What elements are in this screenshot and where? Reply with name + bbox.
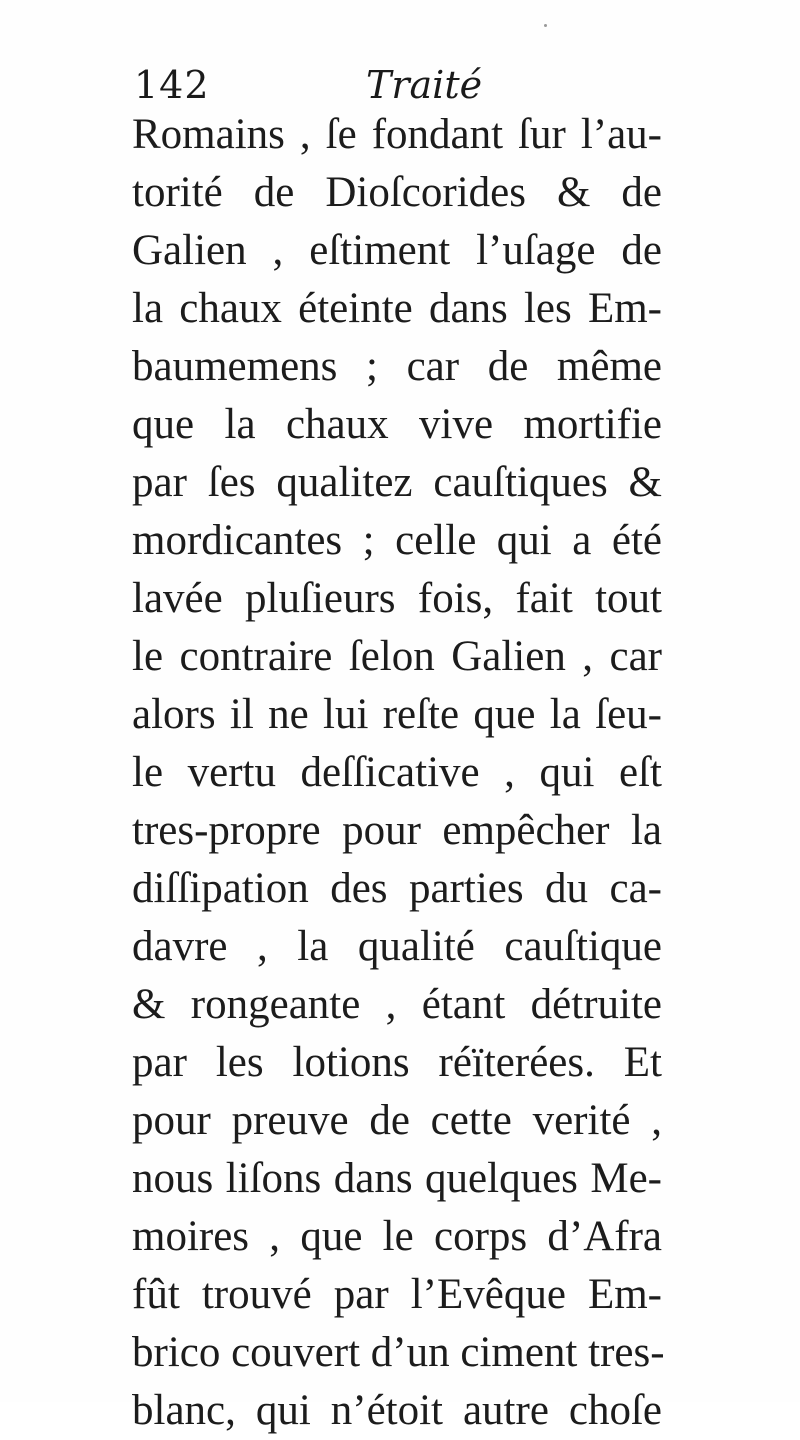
text-line: le contraire ſelon Galien , car	[132, 633, 662, 680]
text-line: mordicantes ; celle qui a été	[132, 517, 662, 564]
text-line: torité de Dioſcorides & de	[132, 169, 662, 216]
text-line: lavée pluſieurs fois, fait tout	[132, 575, 662, 622]
text-line: que la chaux vive mortifie	[132, 401, 662, 448]
text-line: fût trouvé par l’Evêque Em-	[132, 1271, 662, 1318]
text-line: brico couvert d’un ciment tres-	[132, 1329, 665, 1376]
text-line: la chaux éteinte dans les Em-	[132, 285, 662, 332]
text-line: alors il ne lui reſte que la ſeu-	[132, 691, 662, 738]
text-line: le vertu deſſicative , qui eſt	[132, 749, 662, 796]
text-line: par les lotions réïterées. Et	[132, 1039, 662, 1086]
text-line: moires , que le corps d’Afra	[132, 1213, 662, 1260]
text-line: blanc, qui n’étoit autre choſe	[132, 1387, 662, 1434]
page-number: 142	[134, 63, 210, 107]
text-line: nous liſons dans quelques Me-	[132, 1155, 662, 1202]
text-line: pour preuve de cette verité ,	[132, 1097, 662, 1144]
text-line: tres-propre pour empêcher la	[132, 807, 662, 854]
running-title: Traité	[366, 63, 483, 107]
text-line: diſſipation des parties du ca-	[132, 865, 662, 912]
text-line: & rongeante , étant détruite	[132, 981, 662, 1028]
text-line: Romains , ſe fondant ſur l’au-	[132, 111, 662, 158]
text-line: par ſes qualitez cauſtiques &	[132, 459, 662, 506]
text-line: Galien , eſtiment l’uſage de	[132, 227, 662, 274]
body-text	[132, 106, 665, 1440]
text-line: baumemens ; car de même	[132, 343, 662, 390]
paper-speck	[544, 24, 547, 27]
running-head	[134, 60, 664, 110]
text-line: davre , la qualité cauſtique	[132, 923, 662, 970]
